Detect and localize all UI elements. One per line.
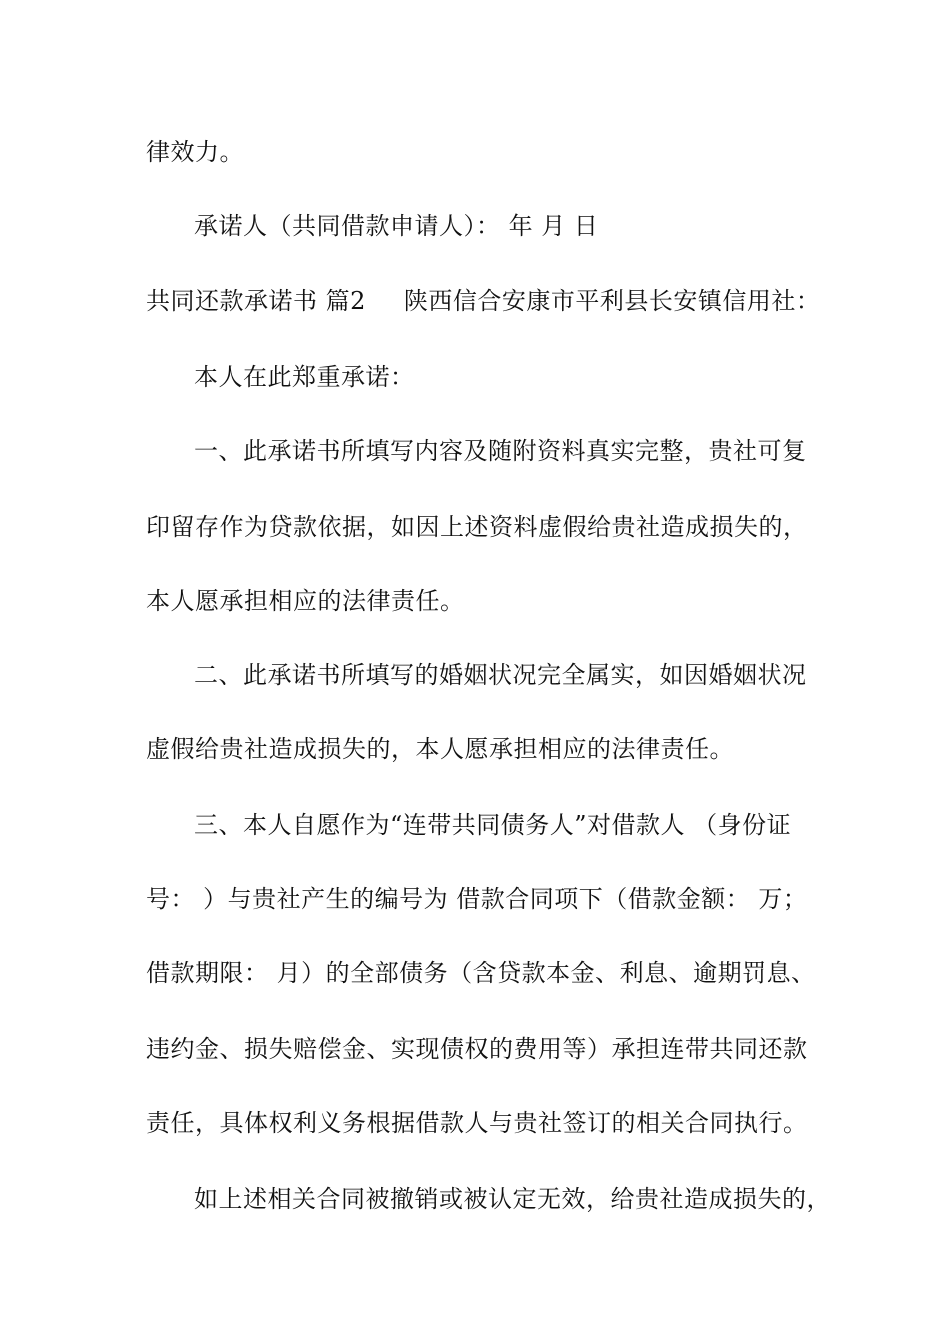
signature-date-line: 承诺人（共同借款申请人）： 年 月 日 bbox=[194, 212, 599, 240]
text-line: 三、本人自愿作为“连带共同债务人”对借款人 （身份证 bbox=[194, 811, 792, 839]
text-line: 借款期限： 月）的全部债务（含贷款本金、利息、逾期罚息、 bbox=[146, 959, 816, 987]
section-title: 共同还款承诺书 篇2 bbox=[146, 287, 366, 315]
heading-line bbox=[146, 286, 846, 316]
text-line: 一、此承诺书所填写内容及随附资料真实完整，贵社可复 bbox=[194, 437, 807, 465]
text-line: 如上述相关合同被撤销或被认定无效，给贵社造成损失的， bbox=[194, 1185, 831, 1213]
text-line: 责任，具体权利义务根据借款人与贵社签订的相关合同执行。 bbox=[146, 1109, 808, 1137]
text-line: 本人在此郑重承诺： bbox=[194, 363, 415, 391]
text-line: 印留存作为贷款依据，如因上述资料虚假给贵社造成损失的， bbox=[146, 513, 808, 541]
text-line: 本人愿承担相应的法律责任。 bbox=[146, 587, 465, 615]
addressee: 陕西信合安康市平利县长安镇信用社： bbox=[403, 287, 821, 315]
text-line: 号： ）与贵社产生的编号为 借款合同项下（借款金额： 万； bbox=[146, 885, 808, 913]
text-line: 虚假给贵社造成损失的，本人愿承担相应的法律责任。 bbox=[146, 735, 734, 763]
text-line: 律效力。 bbox=[146, 138, 244, 166]
text-line: 违约金、损失赔偿金、实现债权的费用等）承担连带共同还款 bbox=[146, 1035, 808, 1063]
text-line: 二、此承诺书所填写的婚姻状况完全属实，如因婚姻状况 bbox=[194, 661, 807, 689]
